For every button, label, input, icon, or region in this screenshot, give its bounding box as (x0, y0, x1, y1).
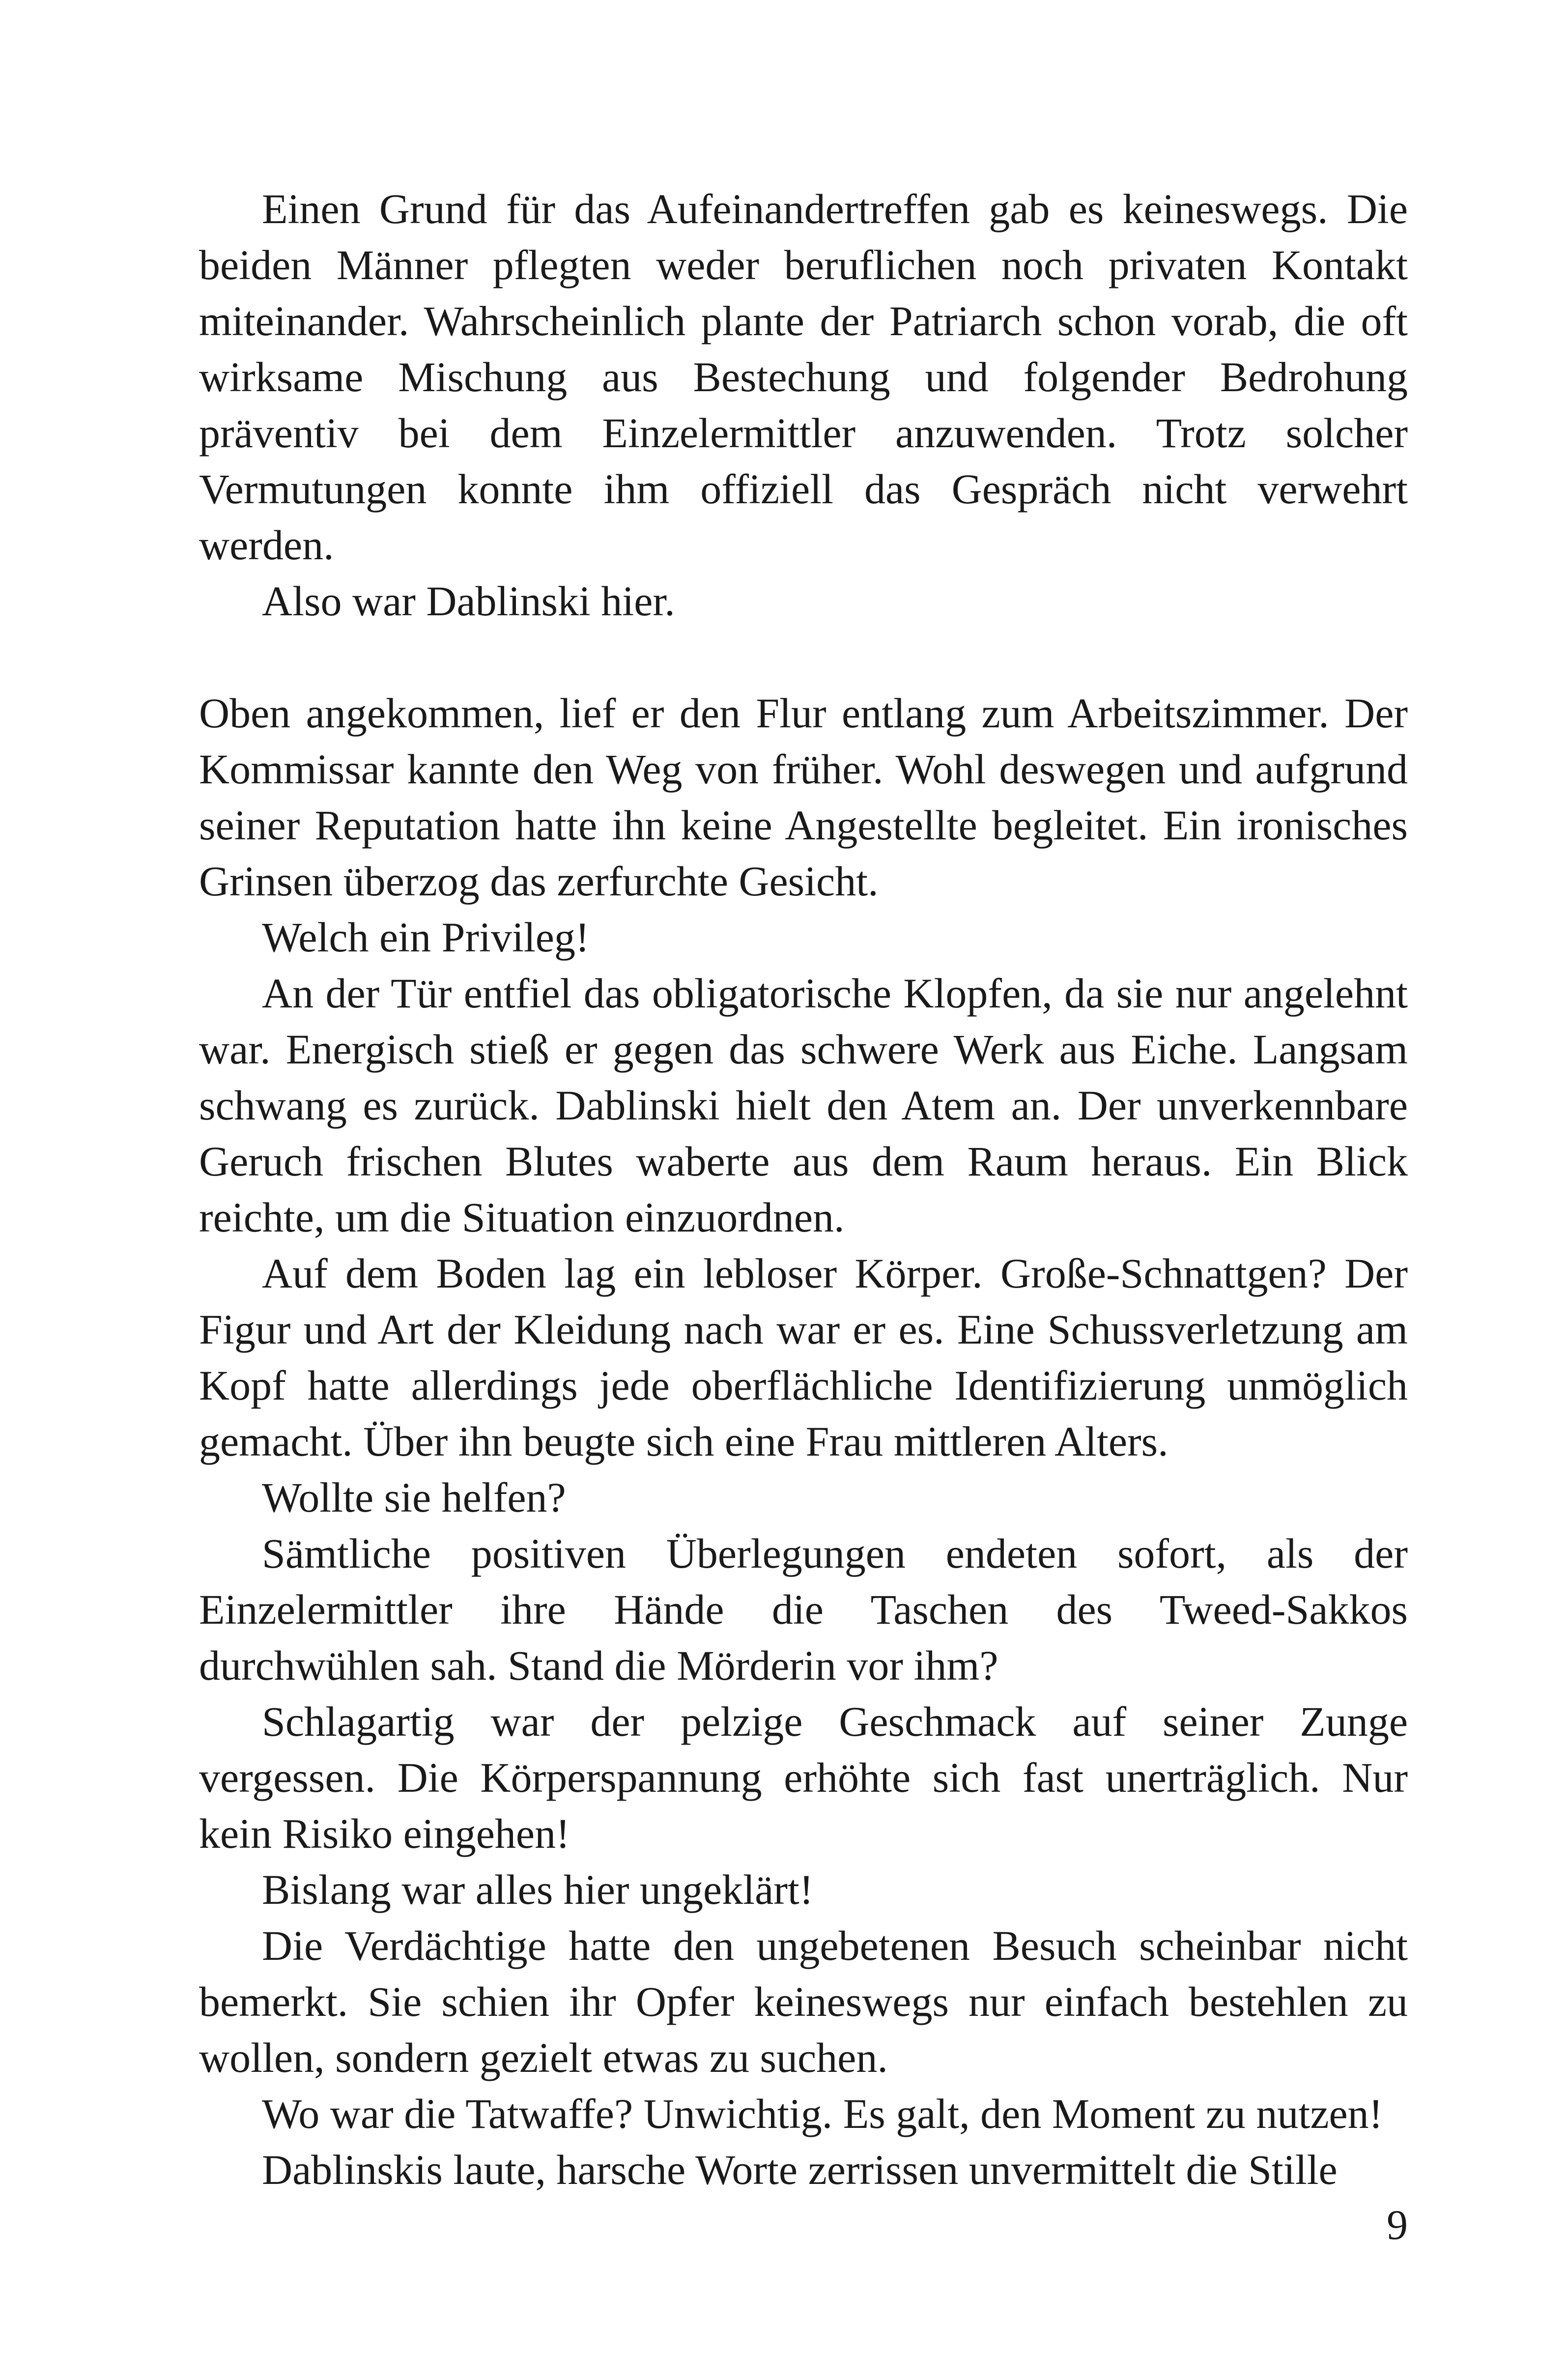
paragraph-5: An der Tür entfiel das obligatorische Klopfen, da sie nur angelehnt war. Energisch stieß er gegen das schwere Werk aus Eiche. Langsam schwang es zurück. Dablinski hielt den Atem an. Der unverkennbare Geruch frischen Blutes waberte aus dem Raum heraus. Ein Blick reichte, um die Situation einzuordnen. (199, 970, 1408, 1241)
paragraph-6: Auf dem Boden lag ein lebloser Körper. Große-Schnattgen? Der Figur und Art der Kleidung nach war er es. Eine Schussverletzung am Kopf hatte allerdings jede oberflächliche Identifizierung unmöglich gemacht. Über ihn beugte sich eine Frau mittleren Alters. (199, 1250, 1408, 1465)
page-number: 9 (1387, 2201, 1408, 2248)
paragraph-12: Wo war die Tatwaffe? Unwichtig. Es galt, den Moment zu nutzen! (262, 2090, 1383, 2137)
paragraph-3: Oben angekommen, lief er den Flur entlang zum Arbeitszimmer. Der Kommissar kannte den Weg von früher. Wohl deswegen und aufgrund seiner Reputation hatte ihn keine Angestellte begleitet. Ein ironisches Grinsen überzog das zerfurchte Gesicht. (199, 689, 1408, 905)
body-text (199, 181, 1408, 2198)
paragraph-8: Sämtliche positiven Überlegungen endeten sofort, als der Einzelermittler ihre Hände die Taschen des Tweed-Sakkos durchwühlen sah. Stand die Mörderin vor ihm? (199, 1530, 1408, 1689)
paragraph-4: Welch ein Privileg! (262, 914, 590, 961)
paragraph-9: Schlagartig war der pelzige Geschmack auf seiner Zunge vergessen. Die Körperspannung erhöhte sich fast unerträglich. Nur kein Risiko eingehen! (199, 1698, 1408, 1857)
paragraph-11: Die Verdächtige hatte den ungebetenen Besuch scheinbar nicht bemerkt. Sie schien ihr Opfer keineswegs nur einfach bestehlen zu wollen, sondern gezielt etwas zu suchen. (199, 1922, 1408, 2081)
paragraph-10: Bislang war alles hier ungeklärt! (262, 1866, 814, 1913)
paragraph-13: Dablinskis laute, harsche Worte zerrissen unvermittelt die Stille (262, 2146, 1338, 2193)
paragraph-2: Also war Dablinski hier. (262, 577, 675, 625)
paragraph-7: Wollte sie helfen? (262, 1474, 566, 1521)
paragraph-1: Einen Grund für das Aufeinandertreffen gab es keineswegs. Die beiden Männer pflegten weder beruflichen noch privaten Kontakt miteinander. Wahrscheinlich plante der Patriarch schon vorab, die oft wirksame Mischung aus Bestechung und folgender Bedrohung präventiv bei dem Einzelermittler anzuwenden. Trotz solcher Vermutungen konnte ihm offiziell das Gespräch nicht verwehrt werden. (199, 185, 1408, 569)
